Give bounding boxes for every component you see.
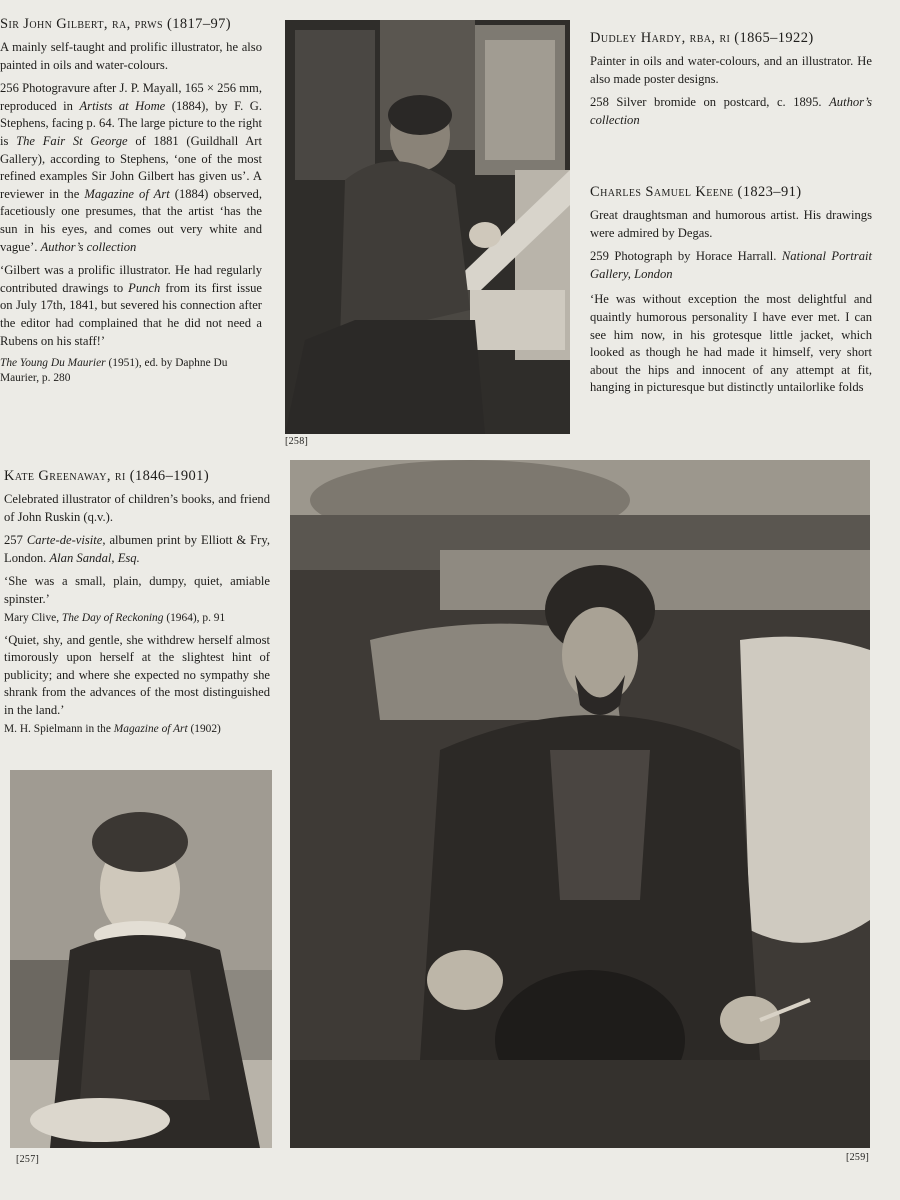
greenaway-quote-2-source: M. H. Spielmann in the Magazine of Art (1902) xyxy=(4,722,221,735)
hardy-heading: Dudley Hardy, rba, ri (1865–1922) xyxy=(590,30,814,46)
photo-dudley-hardy xyxy=(285,20,570,434)
keene-quote: ‘He was without exception the most delightful and quaintly humorous personality I have ever met. I can see him now, in his grotesque little jacket, which looked as though he had made it himself, very short about the hips and innocent of any attempt at fit, hanging in picturesque but distinctly untailorlike folds xyxy=(590,292,872,395)
greenaway-quote-1-source: Mary Clive, The Day of Reckoning (1964), p. 91 xyxy=(4,611,226,624)
plate-label-258: [258] xyxy=(285,436,309,447)
hardy-entry xyxy=(590,30,872,135)
keene-caption: 259 Photograph by Horace Harrall. National Portrait Gallery, London xyxy=(590,249,872,281)
keene-intro: Great draughtsman and humorous artist. His drawings were admired by Degas. xyxy=(590,208,872,240)
gilbert-heading: Sir John Gilbert, ra, prws (1817–97) xyxy=(0,16,231,32)
greenaway-quote-1: ‘She was a small, plain, dumpy, quiet, amiable spinster.’ xyxy=(4,574,270,606)
photo-charles-keene xyxy=(290,460,870,1148)
hardy-caption: 258 Silver bromide on postcard, c. 1895. Author’s collection xyxy=(590,95,873,127)
greenaway-entry xyxy=(4,468,270,743)
greenaway-caption: 257 Carte-de-visite, albumen print by Elliott & Fry, London. Alan Sandal, Esq. xyxy=(4,533,270,565)
keene-entry xyxy=(590,184,872,403)
gilbert-quote-source: The Young Du Maurier (1951), ed. by Daphne Du Maurier, p. 280 xyxy=(0,357,228,385)
keene-heading: Charles Samuel Keene (1823–91) xyxy=(590,184,802,200)
plate-label-259: [259] xyxy=(846,1152,870,1163)
keene-photo-illustration xyxy=(290,460,870,1148)
greenaway-photo-illustration xyxy=(10,770,272,1148)
gilbert-entry xyxy=(0,16,262,392)
hardy-intro: Painter in oils and water-colours, and an illustrator. He also made poster designs. xyxy=(590,54,872,86)
gilbert-intro: A mainly self-taught and prolific illustrator, he also painted in oils and water-colours. xyxy=(0,40,262,72)
greenaway-intro: Celebrated illustrator of children’s books, and friend of John Ruskin (q.v.). xyxy=(4,492,270,524)
greenaway-quote-2: ‘Quiet, shy, and gentle, she withdrew herself almost timorously upon herself at the slightest hint of publicity; and where she expected no sympathy she shrank from the advances of the most distinguished in the land.’ xyxy=(4,632,270,717)
greenaway-heading: Kate Greenaway, ri (1846–1901) xyxy=(4,468,210,484)
gilbert-quote: ‘Gilbert was a prolific illustrator. He had regularly contributed drawings to Punch from its first issue on July 17th, 1841, but severed his connection after the editor had complained that he did not need a Rubens on his staff!’ xyxy=(0,263,262,348)
photo-kate-greenaway xyxy=(10,770,272,1148)
hardy-photo-illustration xyxy=(285,20,570,434)
plate-label-257: [257] xyxy=(16,1154,40,1165)
gilbert-caption: 256 Photogravure after J. P. Mayall, 165 × 256 mm, reproduced in Artists at Home (1884), by F. G. Stephens, facing p. 64. The large picture to the right is The Fair St George of 1881 (Guildhall Art Gallery), according to Stephens, ‘one of the most refined examples Sir John Gilbert has given us’. A reviewer in the Magazine of Art (1884) observed, facetiously one presumes, that the artist ‘has the sun in his eyes, and comes out very white and vague’. Author’s collection xyxy=(0,81,263,254)
